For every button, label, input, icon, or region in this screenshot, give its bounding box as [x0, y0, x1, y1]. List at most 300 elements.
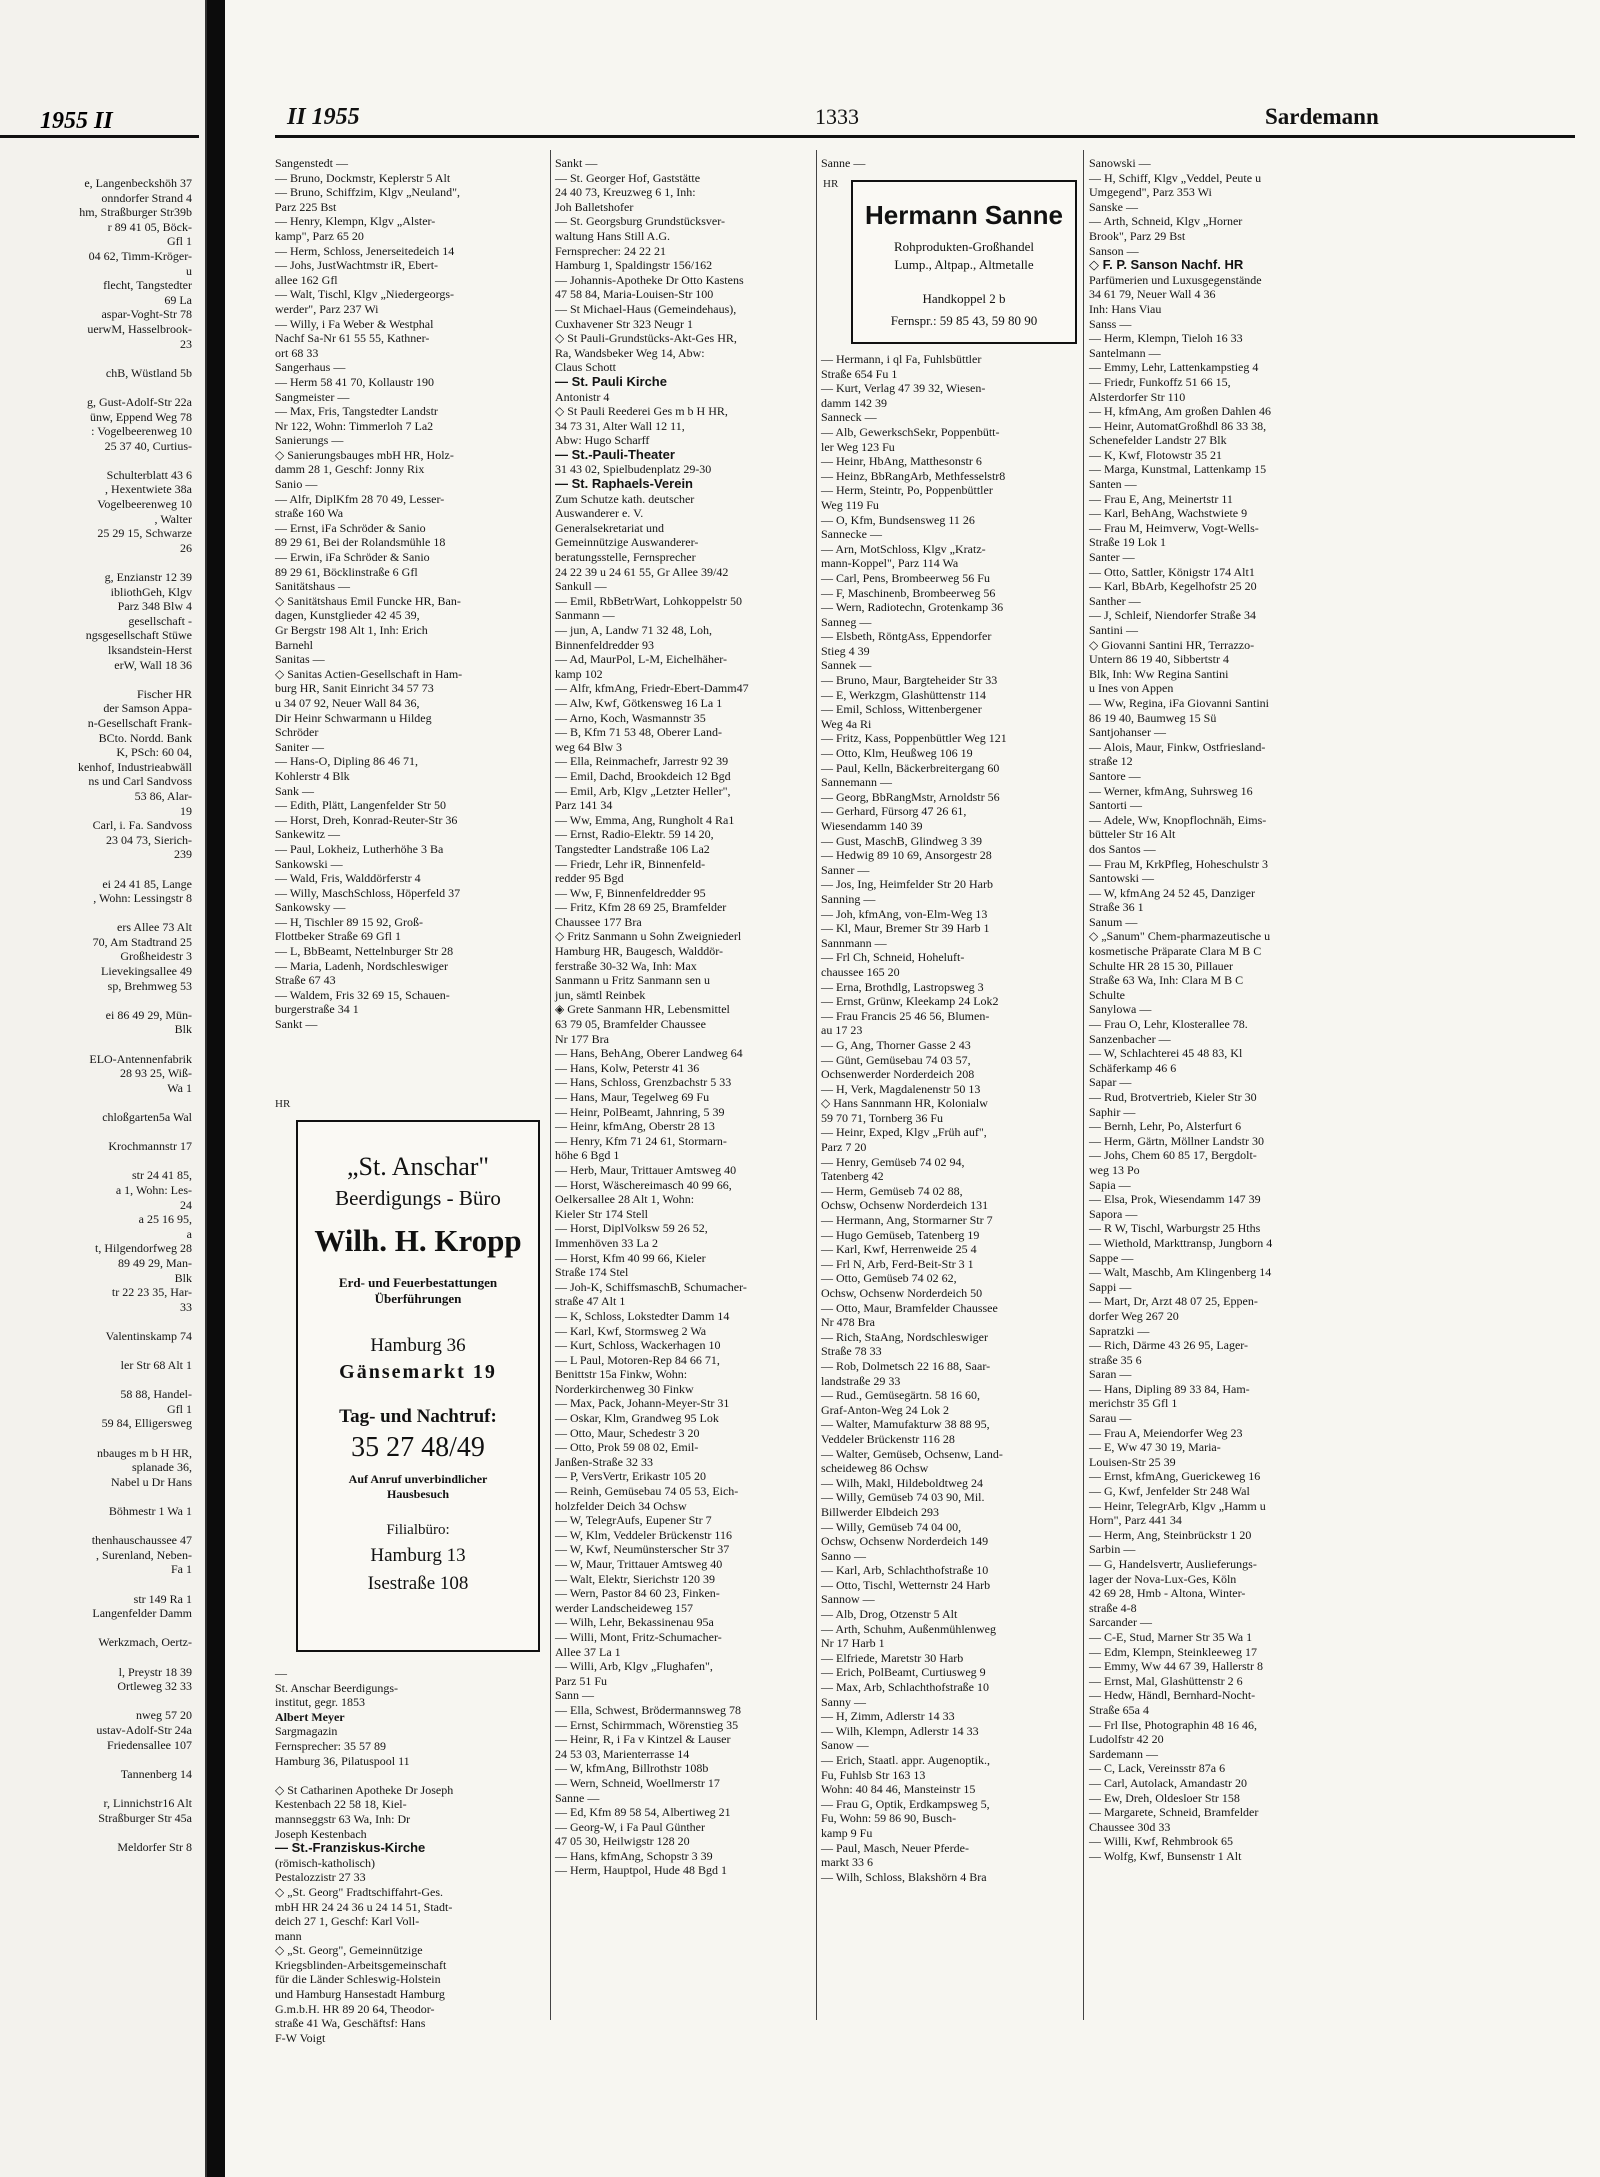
- directory-entry: — Bruno, Schiffzim, Klgv „Neuland",: [275, 185, 460, 200]
- ad-note: Auf Anruf unverbindlicher: [348, 1472, 488, 1486]
- advertisement-hermann-sanne: [851, 180, 1077, 344]
- directory-entry: werder", Parz 237 Wi: [275, 301, 379, 316]
- directory-entry-fragment: 59 84, Elligersweg: [101, 1416, 192, 1431]
- directory-entry: — Joh-K, SchiffsmaschB, Schumacher-: [555, 1279, 747, 1294]
- directory-entry: — Henry, Kfm 71 24 61, Stormarn-: [555, 1133, 727, 1148]
- directory-entry: — O, Kfm, Bundsensweg 11 26: [821, 512, 975, 527]
- directory-entry: — Ella, Schwest, Brödermannsweg 78: [555, 1702, 741, 1717]
- directory-entry: — Elsbeth, RöntgAss, Eppendorfer: [821, 629, 992, 644]
- directory-entry-fragment: 24: [180, 1197, 192, 1212]
- directory-entry-fragment: 28 93 25, Wiß-: [120, 1066, 192, 1081]
- directory-entry: — Herm 58 41 70, Kollaustr 190: [275, 374, 434, 389]
- directory-entry-fragment: [0, 672, 200, 687]
- directory-entry: Horn", Parz 441 34: [1089, 1513, 1182, 1528]
- directory-entry: — Hans, Schloss, Grenzbachstr 5 33: [555, 1075, 732, 1090]
- directory-entry: — Frau Francis 25 46 56, Blumen-: [821, 1008, 990, 1023]
- directory-entry-fragment: [0, 453, 200, 468]
- directory-entry: — C, Lack, Vereinsstr 87a 6: [1089, 1761, 1226, 1776]
- directory-entry: — W, kfmAng 24 52 45, Danziger: [1089, 885, 1255, 900]
- directory-heading: — St. Pauli Kirche: [555, 373, 667, 389]
- directory-entry: — Herm, Klempn, Tieloh 16 33: [1089, 331, 1243, 346]
- ad-title: „St. Anschar": [346, 1152, 490, 1181]
- directory-entry-fragment: Valentinskamp 74: [105, 1328, 192, 1343]
- directory-entry: Antonistr 4: [555, 389, 610, 404]
- directory-entry: Sannmann —: [821, 935, 887, 950]
- directory-entry: ◇ „St. Georg", Gemeinnützige: [275, 1943, 423, 1958]
- directory-entry: jun, sämtl Reinbek: [555, 987, 646, 1002]
- directory-entry-fragment: flecht, Tangstedter: [103, 278, 192, 293]
- directory-entry: Santjohanser —: [1089, 725, 1166, 740]
- directory-entry: Oelkersallee 28 Alt 1, Wohn:: [555, 1192, 695, 1207]
- directory-entry: — Otto, Sattler, Königstr 174 Alt1: [1089, 564, 1255, 579]
- directory-entry: kamp", Parz 65 20: [275, 228, 364, 243]
- directory-entry: Ochsw, Ochsenw Norderdeich 131: [821, 1198, 989, 1213]
- directory-entry: mbH HR 24 24 36 u 24 14 51, Stadt-: [275, 1899, 453, 1914]
- directory-entry: — Bernh, Lehr, Po, Alsterfurt 6: [1089, 1119, 1242, 1134]
- directory-entry: — Johannis-Apotheke Dr Otto Kastens: [555, 272, 744, 287]
- ad-services-2: Überführungen: [374, 1291, 462, 1306]
- directory-entry: — H, Verk, Magdalenenstr 50 13: [821, 1081, 981, 1096]
- directory-entry: — Willy, i Fa Weber & Westphal: [275, 316, 434, 331]
- directory-entry: Santowski —: [1089, 871, 1155, 886]
- directory-entry: Alsterdorfer Str 110: [1089, 389, 1186, 404]
- directory-entry-fragment: Langenfelder Damm: [92, 1606, 192, 1621]
- directory-entry: — P, VersVertr, Erikastr 105 20: [555, 1469, 706, 1484]
- directory-entry: lager der Nova-Lux-Ges, Köln: [1089, 1571, 1237, 1586]
- directory-entry: Wohn: 40 84 46, Mansteinstr 15: [821, 1782, 976, 1797]
- entries-list: [821, 156, 1081, 171]
- left-page-column: [0, 176, 200, 1854]
- ad-note-2: Hausbesuch: [386, 1487, 450, 1501]
- directory-entry: werder Landscheideweg 157: [555, 1600, 693, 1615]
- directory-entry: — Wilh, Schloss, Blakshörn 4 Bra: [821, 1869, 987, 1884]
- directory-entry: — L Paul, Motoren-Rep 84 66 71,: [555, 1352, 720, 1367]
- directory-entry: — Wilh, Lehr, Bekassinenau 95a: [555, 1615, 714, 1630]
- directory-entry: institut, gegr. 1853: [275, 1695, 365, 1710]
- directory-entry: 47 05 30, Heilwigstr 128 20: [555, 1834, 690, 1849]
- directory-column-2: [555, 156, 813, 2006]
- directory-entry-fragment: g, Enzianstr 12 39: [104, 570, 192, 585]
- directory-entry: Santen —: [1089, 477, 1137, 492]
- directory-entry: Parz 225 Bst: [275, 199, 337, 214]
- directory-entry: — Henry, Gemüseb 74 02 94,: [821, 1154, 965, 1169]
- directory-entry-fragment: u: [186, 263, 192, 278]
- directory-entry-fragment: Ortleweg 32 33: [117, 1679, 192, 1694]
- directory-entry-fragment: [0, 1344, 200, 1359]
- directory-entry: — E, Werkzgm, Glashüttenstr 114: [821, 687, 987, 702]
- directory-entry: damm 28 1, Geschf: Jonny Rix: [275, 462, 425, 477]
- directory-entry: — Jos, Ing, Heimfelder Str 20 Harb: [821, 877, 993, 892]
- directory-entry-fragment: 33: [180, 1299, 192, 1314]
- directory-entry: ◇ Hans Sannmann HR, Kolonialw: [821, 1096, 988, 1111]
- directory-entry-fragment: Gfl 1: [167, 1401, 192, 1416]
- directory-entry: — Edm, Klempn, Steinkleeweg 17: [1089, 1644, 1257, 1659]
- directory-entry: 24 22 39 u 24 61 55, Gr Allee 39/42: [555, 564, 729, 579]
- ad-branch-address: Isestraße 108: [367, 1573, 469, 1594]
- directory-entry: Santher —: [1089, 593, 1141, 608]
- directory-entry-fragment: [0, 1650, 200, 1665]
- directory-entry-fragment: , Walter: [154, 511, 192, 526]
- directory-column-3-head: [821, 156, 1081, 176]
- directory-entry: — W, Kwf, Neumünsterscher Str 37: [555, 1542, 730, 1557]
- directory-entry: Sappe —: [1089, 1250, 1134, 1265]
- directory-entry: kosmetische Präparate Clara M B C: [1089, 944, 1262, 959]
- directory-entry: dorfer Weg 267 20: [1089, 1308, 1179, 1323]
- directory-entry: Saphir —: [1089, 1104, 1136, 1119]
- directory-entry: straße 41 Wa, Geschäftsf: Hans: [275, 2016, 426, 2031]
- entries-list: [555, 156, 813, 1878]
- directory-entry: — Rud., Gemüsegärtn. 58 16 60,: [821, 1388, 980, 1403]
- directory-entry: Sann —: [555, 1688, 594, 1703]
- directory-entry-fragment: kenhof, Industrieabwäll: [78, 759, 192, 774]
- directory-entry-fragment: ler Str 68 Alt 1: [120, 1358, 192, 1373]
- directory-entry: dos Santos —: [1089, 841, 1156, 856]
- directory-entry: mannseggstr 63 Wa, Inh: Dr: [275, 1811, 411, 1826]
- directory-entry: — Johs, Chem 60 85 17, Bergdolt-: [1089, 1148, 1257, 1163]
- directory-entry-fragment: ns und Carl Sandvoss: [88, 774, 192, 789]
- directory-entry: Sanzenbacher —: [1089, 1031, 1171, 1046]
- directory-entry: mann: [275, 1928, 302, 1943]
- directory-entry: Sankt —: [275, 1017, 318, 1032]
- directory-entry: Kestenbach 22 58 18, Kiel-: [275, 1797, 407, 1812]
- directory-entry: bütteler Str 16 Alt: [1089, 827, 1176, 842]
- directory-entry: — Heinz, BbRangArb, Methfesselstr8: [821, 468, 1006, 483]
- hr-mark: HR: [823, 178, 839, 190]
- directory-entry-fragment: Blk: [174, 1022, 192, 1037]
- directory-entry: Sanny —: [821, 1694, 866, 1709]
- directory-entry: Chaussee 30d 33: [1089, 1819, 1171, 1834]
- directory-entry: — Hans, Dipling 89 33 84, Ham-: [1089, 1381, 1250, 1396]
- directory-entry: deich 27 1, Geschf: Karl Voll-: [275, 1914, 420, 1929]
- directory-entry-fragment: onndorfer Strand 4: [101, 190, 192, 205]
- directory-entry: ort 68 33: [275, 345, 319, 360]
- directory-entry: — Walt, Maschb, Am Klingenberg 14: [1089, 1265, 1272, 1280]
- directory-entry: ◇ Sanitätshaus Emil Funcke HR, Ban-: [275, 593, 461, 608]
- directory-entry: — Hedw, Händl, Bernhard-Nocht-: [1089, 1688, 1256, 1703]
- directory-entry: burgerstraße 34 1: [275, 1002, 359, 1017]
- directory-entry: Sankt —: [555, 156, 598, 170]
- directory-entry: Gemeinnützige Auswanderer-: [555, 535, 699, 550]
- directory-entry: — G, Handelsvertr, Auslieferungs-: [1089, 1557, 1257, 1571]
- directory-entry: —: [275, 1666, 287, 1680]
- directory-entry: — Ernst, Grünw, Kleekamp 24 Lok2: [821, 994, 999, 1009]
- directory-entry-fragment: r 89 41 05, Böck-: [107, 219, 192, 234]
- directory-entry: — Karl, BehAng, Wachstwiete 9: [1089, 506, 1248, 521]
- directory-entry: Santore —: [1089, 768, 1141, 783]
- directory-entry: — Karl, Kwf, Herrenweide 25 4: [821, 1242, 977, 1257]
- directory-entry: 42 69 28, Hmb - Altona, Winter-: [1089, 1586, 1246, 1601]
- directory-entry-fragment: [0, 1694, 200, 1709]
- directory-entry-fragment: Wa 1: [167, 1080, 192, 1095]
- directory-entry: 59 70 71, Tornberg 36 Fu: [821, 1110, 944, 1125]
- advertisement-st-anschar: [296, 1120, 540, 1652]
- directory-entry: Binnenfeldredder 93: [555, 637, 654, 652]
- directory-entry: — Rich, StaAng, Nordschleswiger: [821, 1329, 988, 1344]
- directory-entry: ler Weg 123 Fu: [821, 439, 895, 454]
- directory-entry: Sanson —: [1089, 243, 1139, 258]
- directory-entry: straße 4-8: [1089, 1600, 1137, 1615]
- directory-entry: — Karl, Kwf, Stormsweg 2 Wa: [555, 1323, 707, 1338]
- directory-entry: — Ew, Dreh, Oldesloer Str 158: [1089, 1790, 1240, 1805]
- directory-entry: Santini —: [1089, 623, 1139, 637]
- directory-entry: Sanmann —: [555, 608, 615, 623]
- directory-entry: — H, kfmAng, Am großen Dahlen 46: [1089, 404, 1271, 419]
- directory-entry: redder 95 Bgd: [555, 871, 624, 886]
- directory-entry: — Georg-W, i Fa Paul Günther: [555, 1819, 705, 1834]
- directory-entry-fragment: uerwM, Hasselbrook-: [87, 321, 192, 336]
- directory-entry: — Alb, Drog, Otzenstr 5 Alt: [821, 1607, 958, 1622]
- directory-entry: Straße 654 Fu 1: [821, 366, 898, 381]
- directory-entry: — J, Schleif, Niendorfer Straße 34: [1089, 608, 1256, 623]
- directory-column-1-tail: [275, 1666, 547, 2045]
- directory-entry: — Marga, Kunstmal, Lattenkamp 15: [1089, 462, 1267, 477]
- directory-entry-fragment: Werkzmach, Oertz-: [98, 1635, 192, 1650]
- directory-entry: ferstraße 30-32 Wa, Inh: Max: [555, 958, 697, 973]
- directory-entry: Straße 63 Wa, Inh: Clara M B C: [1089, 973, 1244, 988]
- directory-entry: Schulte: [1089, 987, 1125, 1002]
- directory-entry-fragment: [0, 1125, 200, 1140]
- directory-entry: Sangenstedt —: [275, 156, 348, 170]
- directory-entry: Schröder: [275, 725, 319, 740]
- directory-entry: Sanno —: [821, 1548, 866, 1563]
- directory-entry: Sannemann —: [821, 775, 892, 790]
- directory-entry: — Rob, Dolmetsch 22 16 88, Saar-: [821, 1358, 991, 1373]
- directory-entry: beratungsstelle, Fernsprecher: [555, 550, 696, 565]
- directory-entry-fragment: Gfl 1: [167, 234, 192, 249]
- directory-entry-fragment: lksandstein-Herst: [108, 643, 192, 657]
- directory-entry: markt 33 6: [821, 1855, 873, 1870]
- directory-entry: — Ella, Reinmachefr, Jarrestr 92 39: [555, 754, 729, 769]
- directory-entry: — Hans-O, Dipling 86 46 71,: [275, 754, 418, 769]
- directory-entry: Kohlerstr 4 Blk: [275, 768, 350, 783]
- directory-entry: — Herm, Hauptpol, Hude 48 Bgd 1: [555, 1863, 727, 1878]
- directory-entry: für die Länder Schleswig-Holstein: [275, 1972, 441, 1987]
- directory-entry-fragment: a: [186, 1226, 192, 1241]
- directory-entry: chaussee 165 20: [821, 964, 900, 979]
- directory-entry: Brook", Parz 29 Bst: [1089, 228, 1186, 243]
- directory-entry: — Elfriede, Maretstr 30 Harb: [821, 1650, 964, 1665]
- directory-entry: — K, Schloss, Lokstedter Damm 14: [555, 1308, 730, 1323]
- directory-entry: — Ernst, kfmAng, Guerickeweg 16: [1089, 1469, 1261, 1484]
- directory-entry: — Paul, Masch, Neuer Pferde-: [821, 1840, 969, 1855]
- directory-entry-fragment: [0, 1621, 200, 1636]
- directory-heading: ◇ F. P. Sanson Nachf. HR: [1089, 257, 1244, 273]
- directory-entry: — Frl Ilse, Photographin 48 16 46,: [1089, 1717, 1257, 1732]
- directory-entry-fragment: ibliothGeh, Klgv: [110, 584, 192, 599]
- directory-entry: Nr 177 Bra: [555, 1031, 609, 1046]
- directory-entry: — Ernst, iFa Schröder & Sanio: [275, 520, 426, 535]
- directory-entry-fragment: Fischer HR: [137, 686, 192, 701]
- directory-entry: — Horst, Dreh, Konrad-Reuter-Str 36: [275, 812, 458, 827]
- directory-entry-fragment: [0, 1154, 200, 1169]
- directory-entry: höhe 6 Bgd 1: [555, 1148, 620, 1163]
- directory-entry: Umgegend", Parz 353 Wi: [1089, 185, 1212, 200]
- directory-entry-fragment: ei 24 41 85, Lange: [102, 876, 192, 891]
- directory-entry: ◈ Grete Sanmann HR, Lebensmittel: [555, 1002, 730, 1017]
- directory-entry: (römisch-katholisch): [275, 1855, 375, 1870]
- directory-entry: Chaussee 177 Bra: [555, 914, 642, 929]
- directory-entry: Norderkirchenweg 30 Finkw: [555, 1381, 694, 1396]
- directory-entry: — Willy, Gemüseb 74 04 00,: [821, 1519, 962, 1534]
- directory-entry: — Georg, BbRangMstr, Arnoldstr 56: [821, 789, 1000, 804]
- left-page-header: 1955 II: [40, 108, 113, 134]
- directory-entry: — Frl N, Arb, Ferd-Beit-Str 3 1: [821, 1256, 974, 1271]
- directory-entry: — Mart, Dr, Arzt 48 07 25, Eppen-: [1089, 1294, 1258, 1309]
- ad-subtitle: Beerdigungs - Büro: [335, 1186, 501, 1210]
- directory-entry-fragment: Schulterblatt 43 6: [106, 467, 192, 482]
- directory-entry: — W, Klm, Veddeler Brückenstr 116: [555, 1527, 732, 1542]
- directory-entry-fragment: nweg 57 20: [136, 1708, 192, 1723]
- directory-entry: — Herm, Schloss, Jenerseitedeich 14: [275, 243, 455, 258]
- directory-entry: — Emmy, Lehr, Lattenkampstieg 4: [1089, 360, 1259, 375]
- directory-entry: — Ernst, Mal, Glashüttenstr 2 6: [1089, 1673, 1243, 1688]
- book-gutter: [207, 0, 225, 2177]
- directory-entry-fragment: t, Hilgendorfweg 28: [95, 1241, 192, 1256]
- directory-entry: — Kl, Maur, Bremer Str 39 Harb 1: [821, 921, 990, 936]
- directory-entry-fragment: : Vogelbeerenweg 10: [91, 424, 192, 439]
- directory-entry: — Willi, Mont, Fritz-Schumacher-: [555, 1629, 722, 1644]
- directory-entry-fragment: Krochmannstr 17: [108, 1139, 192, 1154]
- directory-entry: Albert Meyer: [275, 1709, 345, 1724]
- directory-entry: Joh Balletshofer: [555, 199, 634, 214]
- directory-entry: — Karl, Arb, Schlachthofstraße 10: [821, 1563, 989, 1578]
- directory-entry: Nachf Sa-Nr 61 55 55, Kathner-: [275, 331, 430, 346]
- directory-entry: Joseph Kestenbach: [275, 1826, 367, 1841]
- ad-phone: Fernspr.: 59 85 43, 59 80 90: [890, 313, 1038, 328]
- directory-entry-fragment: BCto. Nordd. Bank: [98, 730, 192, 745]
- directory-entry: ◇ St Pauli Reederei Ges m b H HR,: [555, 404, 728, 419]
- directory-entry: Blk, Inh: Ww Regina Santini: [1089, 666, 1229, 681]
- ad-line: Lump., Altpap., Altmetalle: [894, 257, 1034, 272]
- directory-entry: Kriegsblinden-Arbeitsgemeinschaft: [275, 1957, 447, 1972]
- directory-entry: weg 64 Blw 3: [555, 739, 622, 754]
- directory-entry: — Paul, Lokheiz, Lutherhöhe 3 Ba: [275, 841, 444, 856]
- directory-entry: mann-Koppel", Parz 114 Wa: [821, 556, 959, 571]
- directory-entry: Nr 478 Bra: [821, 1315, 875, 1330]
- ad-address: Gänsemarkt 19: [339, 1361, 497, 1383]
- directory-entry: Sargmagazin: [275, 1724, 338, 1739]
- directory-entry: Sankull —: [555, 579, 607, 594]
- directory-entry-fragment: thenhauschaussee 47: [91, 1533, 192, 1548]
- directory-entry-fragment: , Wohn: Lessingstr 8: [93, 891, 192, 906]
- directory-entry: — Kurt, Schloss, Wackerhagen 10: [555, 1338, 721, 1353]
- directory-entry: — St Michael-Haus (Gemeindehaus),: [555, 301, 737, 316]
- directory-entry: Straße 174 Stel: [555, 1265, 629, 1280]
- directory-entry: [275, 1768, 547, 1783]
- directory-entry: 31 43 02, Spielbudenplatz 29-30: [555, 462, 712, 477]
- directory-entry: weg 13 Po: [1089, 1162, 1140, 1177]
- directory-column-1: [275, 156, 547, 1096]
- directory-entry: Parz 141 34: [555, 798, 613, 813]
- directory-entry: straße 47 Alt 1: [555, 1294, 626, 1309]
- directory-entry: — Ad, MaurPol, L-M, Eichelhäher-: [555, 652, 728, 667]
- directory-entry-fragment: [0, 1519, 200, 1534]
- directory-entry: — Margarete, Schneid, Bramfelder: [1089, 1805, 1259, 1820]
- directory-entry-fragment: [0, 380, 200, 395]
- directory-entry: ◇ „Sanum" Chem-pharmazeutische u: [1089, 929, 1271, 944]
- column-divider: [816, 150, 817, 2020]
- directory-entry-fragment: gesellschaft -: [128, 613, 192, 628]
- directory-entry: Abw: Hugo Scharff: [555, 433, 650, 448]
- directory-entry: Weg 119 Fu: [821, 497, 879, 512]
- directory-entry-fragment: [0, 555, 200, 570]
- directory-entry: — Heinr, Exped, Klgv „Früh auf",: [821, 1125, 987, 1140]
- directory-entry: ◇ Sanitas Actien-Gesellschaft in Ham-: [275, 666, 463, 681]
- entries-list: [275, 1666, 547, 2045]
- directory-entry: Sanneg —: [821, 614, 872, 629]
- directory-entry: — Arno, Koch, Wasmannstr 35: [555, 710, 706, 725]
- directory-entry: Straße 78 33: [821, 1344, 882, 1359]
- directory-entry: Fu, Wohn: 59 86 90, Busch-: [821, 1811, 957, 1826]
- directory-entry: Sappi —: [1089, 1279, 1132, 1294]
- directory-entry: Untern 86 19 40, Sibbertstr 4: [1089, 652, 1229, 667]
- directory-entry: Straße 67 43: [275, 973, 336, 988]
- directory-entry-fragment: ustav-Adolf-Str 24a: [96, 1722, 192, 1737]
- directory-entry-fragment: chloßgarten5a Wal: [102, 1110, 192, 1124]
- directory-entry: — Oskar, Klm, Grandweg 95 Lok: [555, 1411, 719, 1426]
- directory-entry: Straße 65a 4: [1089, 1702, 1149, 1717]
- directory-entry: und Hamburg Hansestadt Hamburg: [275, 1987, 445, 2002]
- directory-entry: merichstr 35 Gfl 1: [1089, 1396, 1178, 1411]
- directory-heading: — St.-Pauli-Theater: [555, 446, 675, 462]
- directory-entry: — Kurt, Verlag 47 39 32, Wiesen-: [821, 381, 986, 396]
- directory-entry-fragment: aspar-Voght-Str 78: [101, 307, 192, 322]
- directory-entry: — K, Kwf, Flotowstr 35 21: [1089, 447, 1223, 462]
- directory-entry: — Max, Fris, Tangstedter Landstr: [275, 404, 438, 419]
- directory-entry: — Herm, Ang, Steinbrückstr 1 20: [1089, 1527, 1252, 1542]
- directory-entry: — Hermann, Ang, Stormarner Str 7: [821, 1213, 993, 1228]
- directory-entry-fragment: Parz 348 Blw 4: [117, 599, 192, 614]
- directory-entry-fragment: l, Preystr 18 39: [118, 1664, 192, 1679]
- directory-entry-fragment: [0, 1037, 200, 1052]
- directory-entry-fragment: 89 49 29, Man-: [118, 1255, 192, 1270]
- directory-entry: — Ernst, Radio-Elektr. 59 14 20,: [555, 827, 714, 842]
- directory-entry: Sardemann —: [1089, 1746, 1158, 1761]
- directory-entry: 34 61 79, Neuer Wall 4 36: [1089, 287, 1216, 302]
- left-page-fragment: [0, 0, 207, 2177]
- directory-entry: — St. Georgsburg Grundstücksver-: [555, 214, 725, 229]
- directory-entry: au 17 23: [821, 1023, 863, 1038]
- directory-entry: — H, Tischler 89 15 92, Groß-: [275, 914, 424, 929]
- directory-entry: — Ww, Emma, Ang, Rungholt 4 Ra1: [555, 812, 735, 827]
- directory-entry-fragment: ELO-Antennenfabrik: [89, 1051, 192, 1066]
- directory-entry: Ra, Wandsbeker Weg 14, Abw:: [555, 345, 705, 360]
- ad-phone: 35 27 48/49: [351, 1432, 485, 1463]
- directory-entry: ◇ St Catharinen Apotheke Dr Joseph: [275, 1782, 454, 1797]
- directory-entry: — Willi, Kwf, Rehmbrook 65: [1089, 1834, 1233, 1849]
- directory-entry: — Arn, MotSchloss, Klgv „Kratz-: [821, 541, 986, 556]
- directory-entry: 47 58 84, Maria-Louisen-Str 100: [555, 287, 714, 302]
- directory-entry: Inh: Hans Viau: [1089, 301, 1162, 316]
- directory-entry: Sanum —: [1089, 914, 1138, 929]
- directory-entry: 24 53 03, Marienterrasse 14: [555, 1746, 690, 1761]
- directory-entry: Schulte HR 28 15 30, Pillauer: [1089, 958, 1233, 973]
- directory-entry: Saran —: [1089, 1367, 1132, 1382]
- directory-entry: Nr 17 Harb 1: [821, 1636, 885, 1651]
- directory-entry: u 34 07 92, Neuer Wall 84 36,: [275, 695, 420, 710]
- directory-entry-fragment: [0, 1781, 200, 1796]
- ad-phone-label: Tag- und Nachtruf:: [339, 1406, 497, 1427]
- directory-entry: 24 40 73, Kreuzweg 6 1, Inh:: [555, 185, 696, 200]
- page-header-year: II 1955: [287, 104, 360, 130]
- ad-company-name: Wilh. H. Kropp: [314, 1223, 522, 1258]
- directory-entry: Straße 36 1: [1089, 900, 1144, 915]
- directory-entry: — W, Maur, Trittauer Amtsweg 40: [555, 1557, 723, 1571]
- directory-entry: — W, TelegrAufs, Eupener Str 7: [555, 1513, 712, 1528]
- directory-entry-fragment: Straßburger Str 45a: [98, 1810, 192, 1825]
- directory-entry: — Hans, BehAng, Oberer Landweg 64: [555, 1046, 743, 1061]
- directory-entry-fragment: [0, 993, 200, 1008]
